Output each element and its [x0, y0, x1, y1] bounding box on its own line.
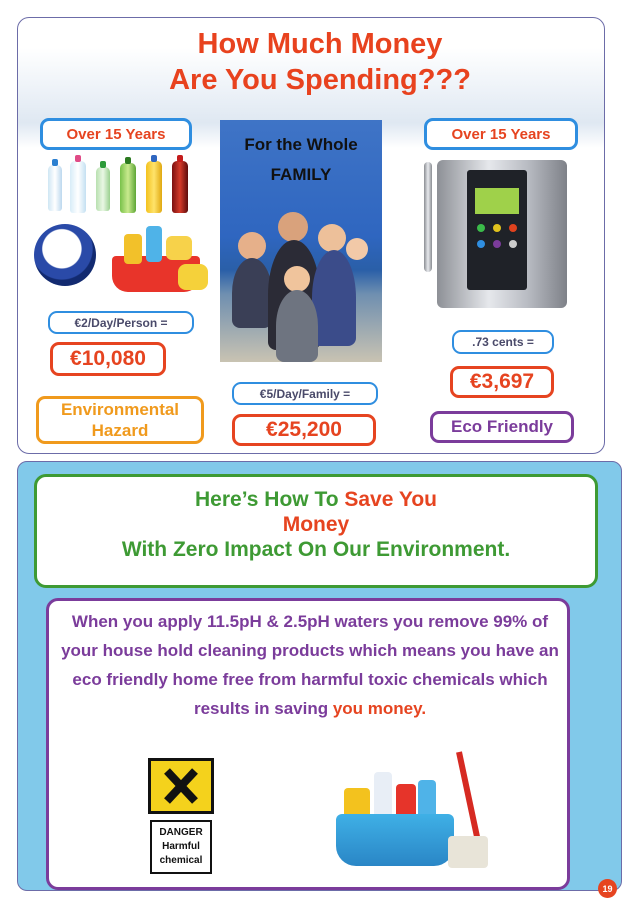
- page-number-badge: 19: [598, 879, 617, 898]
- hazard-x-icon: [148, 758, 214, 814]
- danger-sign-line-2: Harmful: [162, 841, 200, 852]
- right-total-badge: €3,697: [450, 366, 554, 398]
- eco-friendly-badge: Eco Friendly: [430, 411, 574, 443]
- right-years-badge: Over 15 Years: [424, 118, 578, 150]
- left-total-badge: €10,080: [50, 342, 166, 376]
- save-money-heading-box: [34, 474, 598, 588]
- photo-caption-line-2: FAMILY: [270, 165, 332, 184]
- right-rate-badge: .73 cents =: [452, 330, 554, 354]
- water-ionizer-image: [437, 160, 567, 308]
- ionizer-spout: [418, 162, 438, 282]
- title-line-1: How Much Money: [197, 28, 443, 60]
- save-heading-line-2: Money: [282, 513, 350, 536]
- environmental-hazard-badge: Environmental Hazard: [36, 396, 204, 444]
- bottled-products-image: [44, 155, 204, 215]
- danger-sign-line-3: chemical: [159, 855, 203, 866]
- danger-sign-image: [138, 750, 224, 878]
- family-photo: [220, 120, 382, 362]
- info-text: When you apply 11.5pH & 2.5pH waters you remove 99% of your house hold cleaning products which means you have an eco friendly home free from harmful toxic chemicals which results in saving you money.: [61, 612, 559, 718]
- cleaning-bucket-image: [330, 752, 490, 874]
- save-heading-line-3: With Zero Impact On Our Environment.: [121, 538, 511, 561]
- info-box: [46, 598, 570, 890]
- left-years-badge: Over 15 Years: [40, 118, 192, 150]
- info-highlight: you money.: [332, 699, 427, 718]
- center-total-badge: €25,200: [232, 414, 376, 446]
- page-title: [60, 26, 580, 98]
- title-line-2: Are You Spending???: [169, 64, 471, 96]
- danger-sign-line-1: DANGER: [159, 827, 203, 838]
- save-heading-line-1: Here’s How To Save You: [195, 488, 437, 511]
- left-rate-badge: €2/Day/Person =: [48, 311, 194, 334]
- center-rate-badge: €5/Day/Family =: [232, 382, 378, 405]
- photo-caption-line-1: For the Whole: [244, 135, 358, 154]
- cleaning-products-image: [28, 216, 208, 300]
